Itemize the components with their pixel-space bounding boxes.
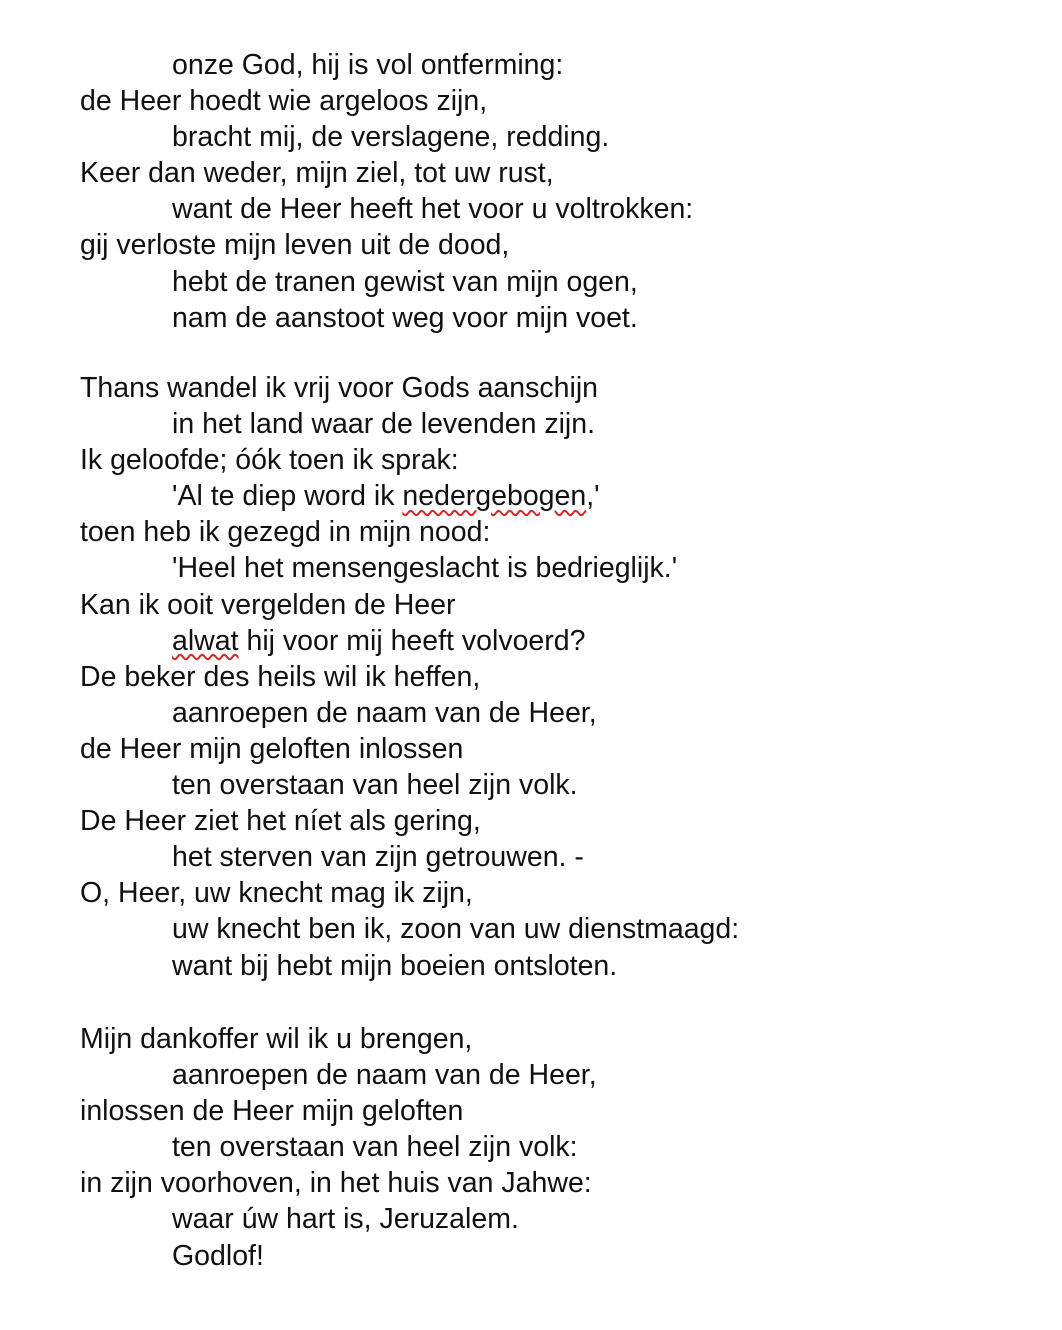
poem-line: Kan ik ooit vergelden de Heer <box>80 588 456 621</box>
poem-line: bracht mij, de verslagene, redding. <box>172 121 610 154</box>
poem-line: want bij hebt mijn boeien ontsloten. <box>172 949 618 982</box>
poem-line: toen heb ik gezegd in mijn nood: <box>80 516 491 549</box>
poem-line: ten overstaan van heel zijn volk. <box>172 769 578 802</box>
poem-line: Keer dan weder, mijn ziel, tot uw rust, <box>80 157 554 190</box>
spellcheck-flagged-word[interactable]: nedergebogen <box>402 480 587 513</box>
poem-line: aanroepen de naam van de Heer, <box>172 696 597 729</box>
poem-line: Mijn dankoffer wil ik u brengen, <box>80 1023 473 1055</box>
stanza-2 <box>80 370 1020 984</box>
stanza-3 <box>80 1021 1020 1274</box>
poem-line: ten overstaan van heel zijn volk: <box>172 1131 578 1164</box>
poem-line: de Heer mijn geloften inlossen <box>80 732 464 765</box>
poem-line: inlossen de Heer mijn geloften <box>80 1095 464 1128</box>
poem-line: aanroepen de naam van de Heer, <box>172 1059 597 1092</box>
poem-line: Thans wandel ik vrij voor Gods aanschijn <box>80 372 598 404</box>
poem-line: uw knecht ben ik, zoon van uw dienstmaagd: <box>172 913 740 946</box>
poem-line: onze God, hij is vol ontferming: <box>172 49 564 81</box>
poem-line: De beker des heils wil ik heffen, <box>80 660 481 693</box>
poem-line: Ik geloofde; óók toen ik sprak: <box>80 444 459 477</box>
poem-line: gij verloste mijn leven uit de dood, <box>80 229 510 262</box>
poem-line: de Heer hoedt wie argeloos zijn, <box>80 85 488 118</box>
poem-line: Godlof! <box>172 1239 264 1272</box>
poem-line: want de Heer heeft het voor u voltrokken: <box>172 193 694 226</box>
spellcheck-flagged-word[interactable]: alwat <box>172 624 239 657</box>
poem-line <box>80 478 1020 514</box>
poem-line: nam de aanstoot weg voor mijn voet. <box>172 301 638 334</box>
poem-line: waar úw hart is, Jeruzalem. <box>172 1203 519 1236</box>
stanza-1 <box>80 47 1020 336</box>
poem-line <box>80 623 1020 659</box>
line-text: hij voor mij heeft volvoerd? <box>238 624 586 657</box>
line-text: ,' <box>586 480 600 513</box>
poem-line: O, Heer, uw knecht mag ik zijn, <box>80 877 473 910</box>
poem-line: in zijn voorhoven, in het huis van Jahwe: <box>80 1167 592 1200</box>
poem-line: het sterven van zijn getrouwen. - <box>172 841 584 874</box>
line-text: 'Al te diep word ik <box>172 480 403 513</box>
poem-line: in het land waar de levenden zijn. <box>172 408 596 441</box>
poem-line: 'Heel het mensengeslacht is bedrieglijk.' <box>172 552 678 585</box>
poem-line: De Heer ziet het níet als gering, <box>80 805 481 838</box>
poem-line: hebt de tranen gewist van mijn ogen, <box>172 265 638 298</box>
